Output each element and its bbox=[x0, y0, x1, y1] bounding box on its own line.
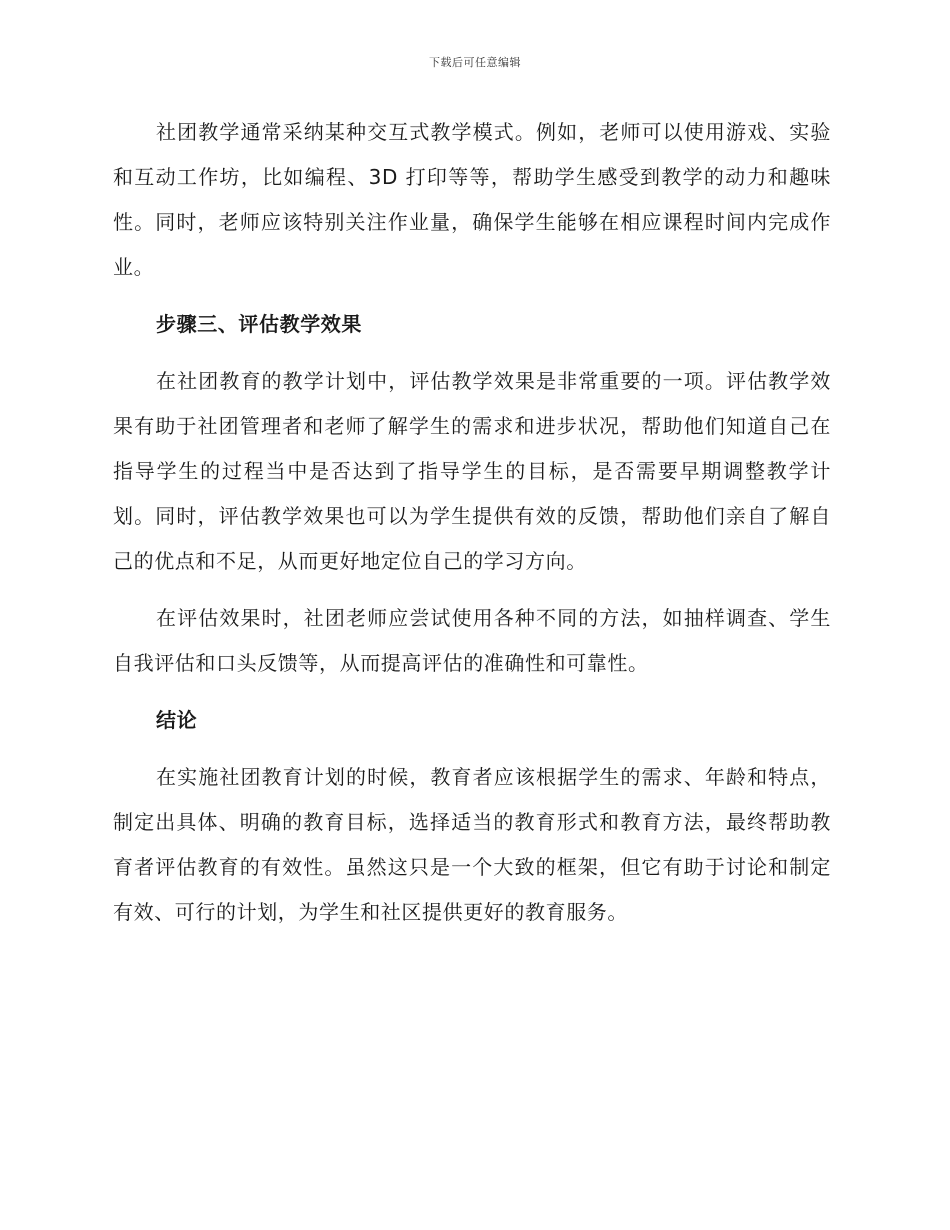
step3-paragraph-1: 在社团教育的教学计划中，评估教学效果是非常重要的一项。评估教学效果有助于社团管理者和老师了解学生的需求和进步状况，帮助他们知道自己在指导学生的过程当中是否达到了指导学生的目标，是否需要早期调整教学计划。同时，评估教学效果也可以为学生提供有效的反馈，帮助他们亲自了解自己的优点和不足，从而更好地定位自己的学习方向。 bbox=[113, 369, 831, 573]
intro-paragraph: 社团教学通常采纳某种交互式教学模式。例如，老师可以使用游戏、实验和互动工作坊，比如编程、3D 打印等等，帮助学生感受到教学的动力和趣味性。同时，老师应该特别关注作业量，确保学生能够在相应课程时间内完成作业。 bbox=[113, 120, 831, 279]
document-body bbox=[113, 110, 831, 947]
page-header-note: 下载后可任意编辑 bbox=[429, 56, 521, 69]
conclusion-paragraph: 在实施社团教育计划的时候，教育者应该根据学生的需求、年龄和特点，制定出具体、明确的教育目标，选择适当的教育形式和教育方法，最终帮助教育者评估教育的有效性。虽然这只是一个大致的框架，但它有助于讨论和制定有效、可行的计划，为学生和社区提供更好的教育服务。 bbox=[113, 765, 831, 924]
conclusion-heading: 结论 bbox=[156, 708, 198, 732]
step3-paragraph-2: 在评估效果时，社团老师应尝试使用各种不同的方法，如抽样调查、学生自我评估和口头反馈等，从而提高评估的准确性和可靠性。 bbox=[113, 606, 831, 675]
step3-heading: 步骤三、评估教学效果 bbox=[156, 312, 362, 336]
